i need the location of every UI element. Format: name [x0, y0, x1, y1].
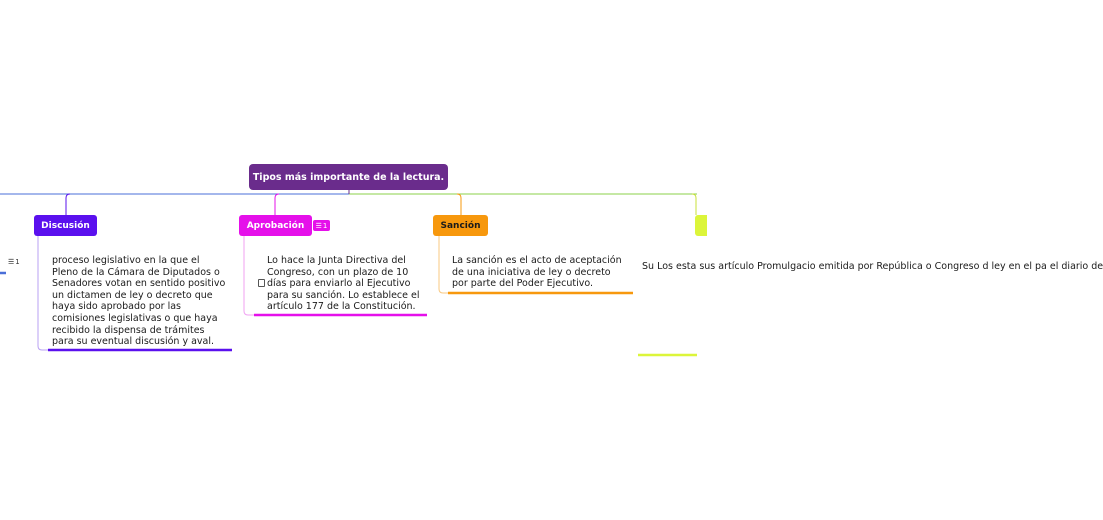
topic-sancion-label: Sanción	[440, 220, 481, 231]
topic-discusion-label: Discusión	[41, 220, 90, 231]
topic-discusion[interactable]	[34, 215, 97, 236]
list-icon: ☰	[8, 258, 15, 266]
left-subtopic-badge[interactable]	[8, 258, 20, 266]
edge-text: Su Los esta sus artículo Promulgacio emitida por República o Congreso d ley en el pa el diario de	[642, 261, 1103, 272]
topic-aprobacion-label: Aprobación	[246, 220, 305, 231]
aprobacion-text: Lo hace la Junta Directiva del Congreso, con un plazo de 10 días para enviarlo al Ejecutivo para su sanción. Lo establece el artículo 177 de la Constitución.	[267, 255, 420, 313]
root-topic[interactable]	[249, 164, 448, 190]
note-icon[interactable]	[258, 279, 265, 287]
left-badge-count: 1	[15, 258, 20, 266]
aprobacion-subtopic-badge[interactable]	[313, 220, 330, 231]
topic-edge[interactable]	[695, 215, 707, 236]
root-title: Tipos más importante de la lectura.	[252, 171, 445, 183]
discusion-text: proceso legislativo en la que el Pleno de la Cámara de Diputados o Senadores votan en sentido positivo un dictamen de ley o decreto que haya sido aprobado por las comisiones legislativas o que haya recibido la dispensa de trámites para su eventual discusión y aval.	[52, 255, 226, 348]
list-icon: ☰	[315, 221, 322, 230]
sancion-text: La sanción es el acto de aceptación de una iniciativa de ley o decreto por parte del Poder Ejecutivo.	[452, 255, 622, 290]
topic-aprobacion[interactable]	[239, 215, 312, 236]
topic-sancion[interactable]	[433, 215, 488, 236]
badge-count: 1	[322, 221, 328, 230]
